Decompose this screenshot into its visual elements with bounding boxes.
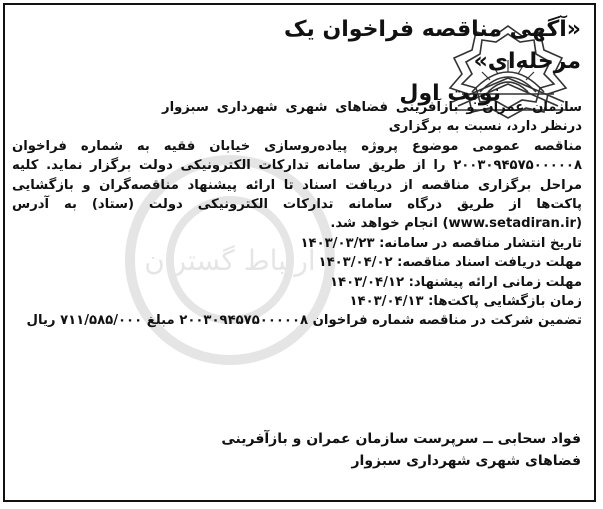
signature-line-2: فضاهای شهری شهرداری سبزوار <box>351 453 581 469</box>
title-line-1: «آگهی مناقصه فراخوان یک مرحله‌ای» <box>284 17 581 74</box>
notice-body <box>12 98 582 331</box>
signature-block <box>221 428 581 472</box>
proposal-deadline: مهلت زمانی ارائه پیشنهاد: ۱۴۰۳/۰۴/۱۲ <box>329 274 582 290</box>
publish-date: تاریخ انتشار مناقصه در سامانه: ۱۴۰۳/۰۳/۲۳ <box>300 235 582 251</box>
intro-text: سازمان عمران و بازآفرینی فضاهای شهری شهرداری سبزوار درنظر دارد، نسبت به برگزاری <box>162 100 582 135</box>
documents-deadline: مهلت دریافت اسناد مناقصه: ۱۴۰۳/۰۴/۰۲ <box>318 255 582 271</box>
dates-list <box>12 234 582 312</box>
notice-title <box>201 14 581 110</box>
guarantee-text: تضمین شرکت در مناقصه شماره فراخوان ۲۰۰۳۰۹۴۵۷۵۰۰۰۰۰۸ مبلغ ۷۱۱/۵۸۵/۰۰۰ ریال <box>26 313 582 329</box>
opening-date: زمان بازگشایی پاکت‌ها: ۱۴۰۳/۰۴/۱۳ <box>349 294 582 310</box>
title-line-2: نوبت اول <box>399 81 501 106</box>
main-paragraph: مناقصه عمومی موضوع پروژه پیاده‌روسازی خیابان فقیه به شماره فراخوان ۲۰۰۳۰۹۴۵۷۵۰۰۰۰۰۸ را از طریق سامانه تدارکات الکترونیکی دولت برگزار نماید. کلیه مراحل برگزاری مناقصه از دریافت اسناد تا ارائه پیشنهاد مناقصه‌گران و بازگشایی پاکت‌ها از طریق درگاه سامانه تدارکات الکترونیکی دولت (ستاد) به آدرس (www.setadiran.ir) انجام خواهد شد. <box>12 138 582 232</box>
signature-line-1: فواد سحابی ــ سرپرست سازمان عمران و بازآفرینی <box>221 431 581 447</box>
